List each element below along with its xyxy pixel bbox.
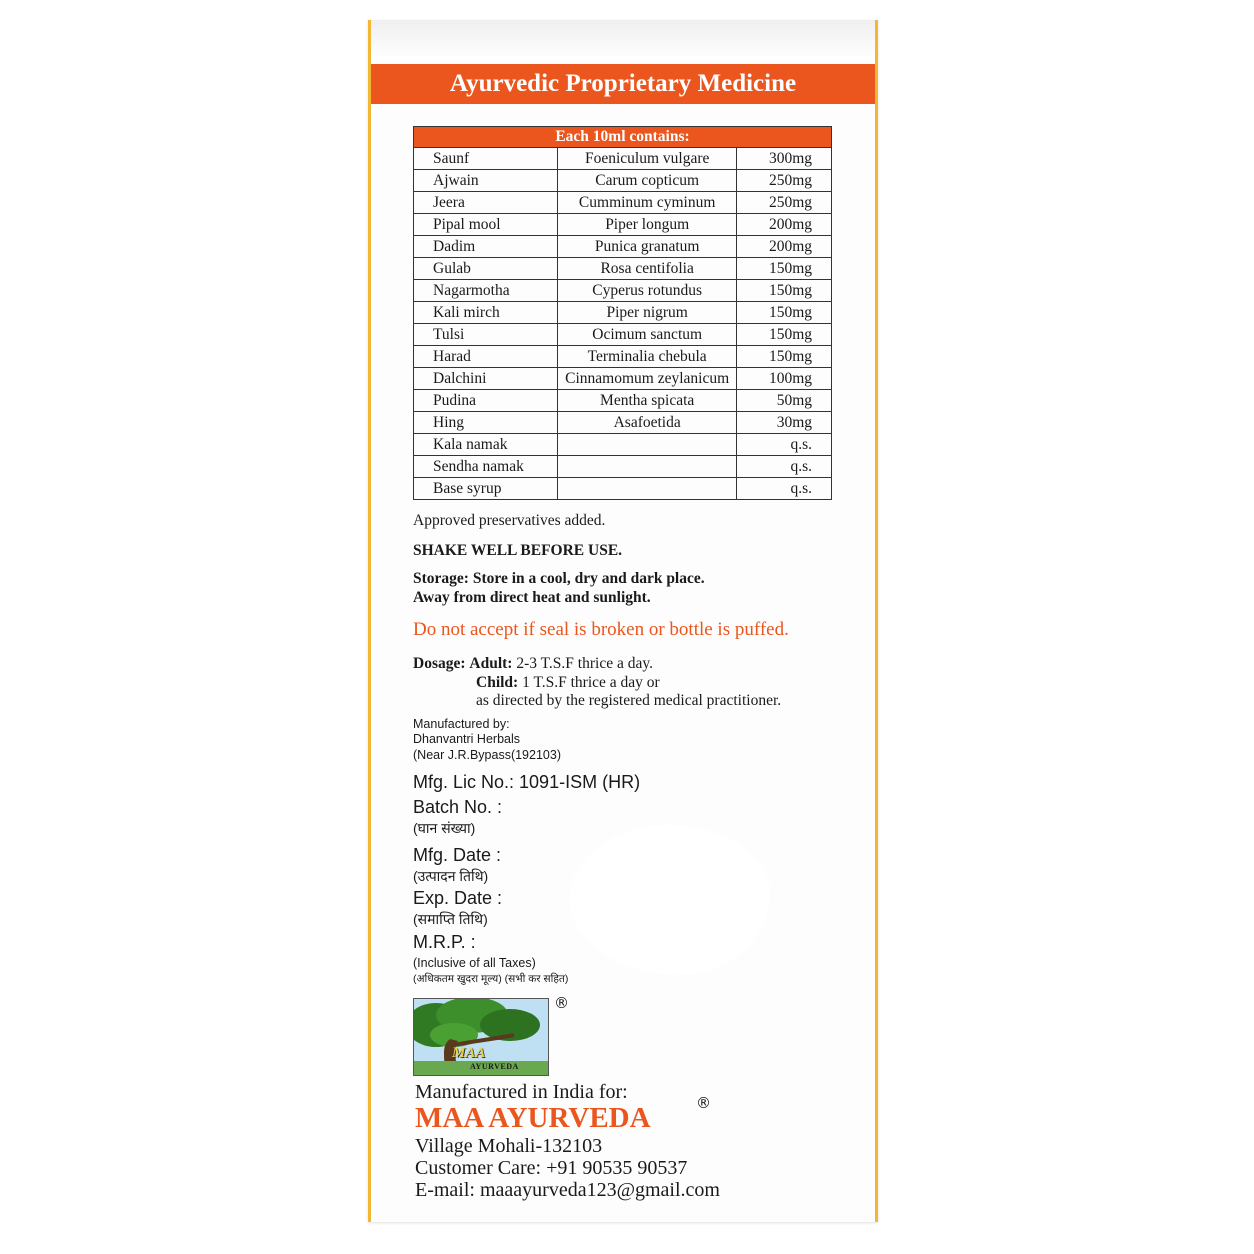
ingredient-name: Nagarmotha [414,280,558,302]
storage-label: Storage: [413,570,469,587]
seal-warning: Do not accept if seal is broken or bottle is puffed. [413,619,789,640]
ingredient-latin-name [558,434,737,456]
email: E-mail: maaayurveda123@gmail.com [415,1179,720,1201]
ingredient-name: Dadim [414,236,558,258]
mfg-date-hindi: (उत्पादन तिथि) [413,868,489,884]
manufacturer-address: (Near J.R.Bypass(192103) [413,748,561,762]
ingredient-latin-name: Mentha spicata [558,390,737,412]
marketer-intro: Manufactured in India for: [415,1081,628,1103]
ingredients-table [413,126,832,500]
dosage-child-label: Child: [476,674,519,691]
ingredient-latin-name: Punica granatum [558,236,737,258]
ingredient-quantity: q.s. [737,478,832,500]
table-heading: Each 10ml contains: [414,127,832,148]
ingredient-quantity: 300mg [737,148,832,170]
ingredient-name: Pipal mool [414,214,558,236]
ingredient-quantity: 150mg [737,302,832,324]
batch-hindi: (घान संख्या) [413,820,476,836]
ingredient-quantity: 150mg [737,324,832,346]
ingredient-name: Ajwain [414,170,558,192]
ingredient-latin-name: Asafoetida [558,412,737,434]
ingredient-quantity: 150mg [737,258,832,280]
storage-text-1: Store in a cool, dry and dark place. [472,570,705,587]
ingredient-row [414,236,832,258]
ingredient-name: Pudina [414,390,558,412]
ingredient-name: Dalchini [414,368,558,390]
ingredient-latin-name: Piper longum [558,214,737,236]
ingredient-quantity: q.s. [737,456,832,478]
mfg-lic-no: Mfg. Lic No.: 1091-ISM (HR) [413,772,641,792]
ingredient-latin-name: Carum copticum [558,170,737,192]
ingredient-quantity: 200mg [737,214,832,236]
ingredient-quantity: 250mg [737,192,832,214]
ingredient-name: Kala namak [414,434,558,456]
ingredient-name: Saunf [414,148,558,170]
ingredient-quantity: 200mg [737,236,832,258]
ingredient-latin-name: Cyperus rotundus [558,280,737,302]
ingredient-latin-name: Cinnamomum zeylanicum [558,368,737,390]
ingredient-latin-name [558,456,737,478]
ingredient-name: Gulab [414,258,558,280]
ingredient-row [414,148,832,170]
header-banner: Ayurvedic Proprietary Medicine [371,64,875,104]
ingredient-latin-name [558,478,737,500]
dosage-label: Dosage: [413,655,466,672]
table-header-row [414,127,832,148]
mrp-hindi: (अधिकतम खुदरा मूल्य) (सभी कर सहित) [413,973,569,985]
maa-ayurveda-logo [413,998,549,1076]
ingredient-name: Kali mirch [414,302,558,324]
dosage-line-1 [413,655,653,673]
customer-care: Customer Care: +91 90535 90537 [415,1157,688,1179]
ingredient-quantity: 30mg [737,412,832,434]
ingredient-latin-name: Ocimum sanctum [558,324,737,346]
carton-top-shade [371,20,875,60]
mfg-date-label: Mfg. Date : [413,845,502,865]
ingredient-row [414,280,832,302]
ingredient-row [414,192,832,214]
ingredient-name: Harad [414,346,558,368]
ingredient-row [414,434,832,456]
ingredient-row [414,170,832,192]
ingredient-latin-name: Foeniculum vulgare [558,148,737,170]
dosage-adult-label: Adult: [469,655,513,672]
mrp-tax-note: (Inclusive of all Taxes) [413,956,536,970]
dosage-adult-text: 2-3 T.S.F thrice a day. [516,655,653,672]
ingredient-latin-name: Rosa centifolia [558,258,737,280]
ingredient-row [414,412,832,434]
brand-name: MAA AYURVEDA [415,1102,651,1134]
preservatives-note: Approved preservatives added. [413,512,606,529]
ingredient-quantity: 150mg [737,280,832,302]
ingredient-row [414,478,832,500]
exp-date-label: Exp. Date : [413,888,503,908]
manufacturer-label: Manufactured by: [413,717,510,731]
ingredient-name: Tulsi [414,324,558,346]
manufacturer-name: Dhanvantri Herbals [413,732,520,746]
batch-label: Batch No. : [413,797,503,817]
shake-note: SHAKE WELL BEFORE USE. [413,542,623,559]
storage-text-2: Away from direct heat and sunlight. [413,589,651,606]
storage-line-1 [413,570,705,588]
logo-registered-mark: ® [554,994,569,1012]
ingredient-quantity: 150mg [737,346,832,368]
ingredient-row [414,456,832,478]
ingredient-quantity: 100mg [737,368,832,390]
mrp-label: M.R.P. : [413,932,476,952]
ingredient-name: Hing [414,412,558,434]
ingredient-row [414,390,832,412]
logo-text-ayurveda: AYURVEDA [470,1062,519,1071]
ingredient-row [414,302,832,324]
ingredient-quantity: 250mg [737,170,832,192]
ingredient-row [414,368,832,390]
marketer-address: Village Mohali-132103 [415,1135,603,1157]
dosage-line-3: as directed by the registered medical practitioner. [476,692,782,709]
ingredient-latin-name: Cumminum cyminum [558,192,737,214]
exp-date-hindi: (समाप्ति तिथि) [413,911,488,927]
ingredient-row [414,258,832,280]
ingredient-row [414,346,832,368]
dosage-child-text: 1 T.S.F thrice a day or [522,674,660,691]
logo-text-maa: MAA [452,1045,486,1061]
ingredient-quantity: 50mg [737,390,832,412]
ingredient-name: Sendha namak [414,456,558,478]
ingredient-latin-name: Terminalia chebula [558,346,737,368]
ingredient-row [414,214,832,236]
ingredient-name: Base syrup [414,478,558,500]
ingredient-quantity: q.s. [737,434,832,456]
dosage-line-2 [476,674,660,692]
ingredient-latin-name: Piper nigrum [558,302,737,324]
brand-registered-mark: ® [696,1094,711,1112]
ingredient-row [414,324,832,346]
ingredient-name: Jeera [414,192,558,214]
